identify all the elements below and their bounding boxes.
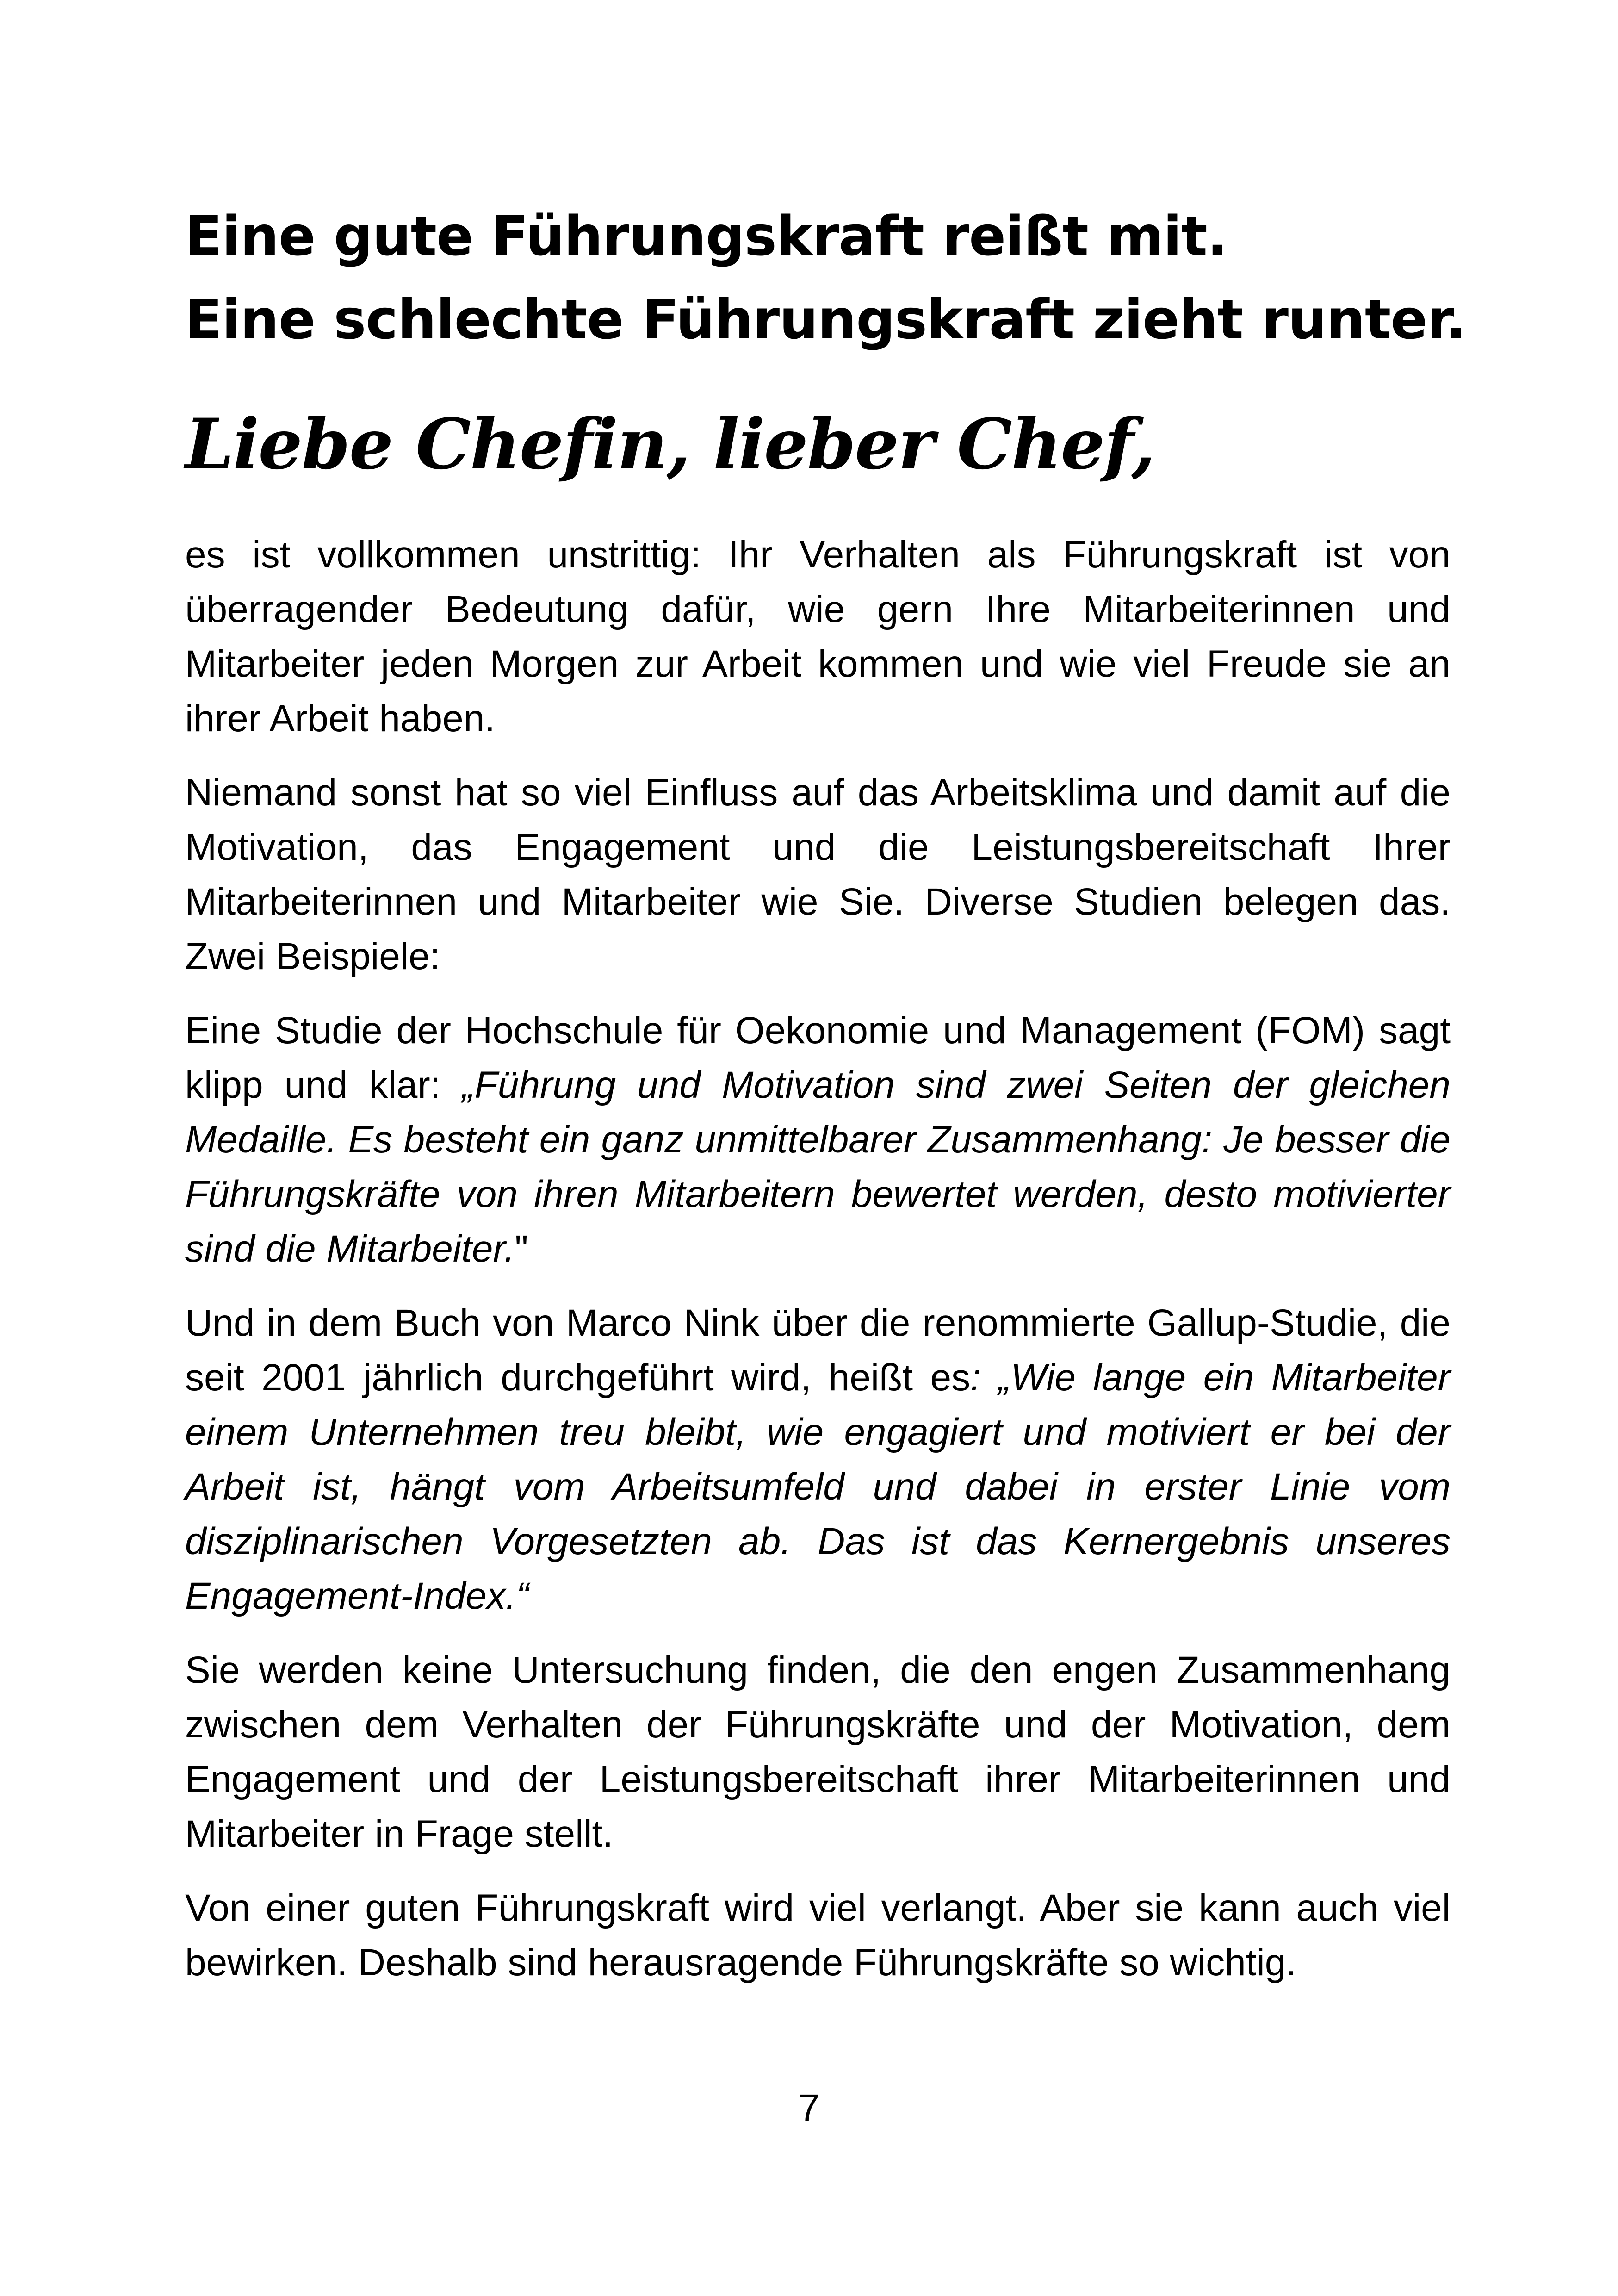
paragraph-1: es ist vollkommen unstrittig: Ihr Verhalten als Führungskraft ist von überragender Bedeutung dafür, wie gern Ihre Mitarbeiterinnen und Mitarbeiter jeden Morgen zur Arbeit kommen und wie viel Freude sie an ihrer Arbeit haben. [185,534,1451,740]
paragraph-3 [185,1003,1451,1276]
headline [185,194,1466,361]
paragraph-2: Niemand sonst hat so viel Einfluss auf das Arbeitsklima und damit auf die Motivation, das Engagement und die Leistungsbereitschaft Ihrer Mitarbeiterinnen und Mitarbeiter wie Sie. Diverse Studien belegen das. Zwei Beispiele: [185,772,1451,977]
fom-quote-close: " [515,1228,528,1270]
headline-line-2: Eine schlechte Führungskraft zieht runter. [185,287,1466,351]
paragraph-4-intro: Und in dem Buch von Marco Nink über die renommierte Gallup-Studie, die seit 2001 jährlich durchgeführt wird, heißt es [185,1302,1451,1399]
paragraph-3-intro: Eine Studie der Hochschule für Oekonomie und Management (FOM) sagt klipp und klar: [185,1009,1451,1106]
paragraph-5: Sie werden keine Untersuchung finden, die den engen Zusammenhang zwischen dem Verhalten der Führungskräfte und der Motivation, dem Engagement und der Leistungsbereitschaft ihrer Mitarbeiterinnen und Mitarbeiter in Frage stellt. [185,1649,1451,1855]
gallup-quote: : „Wie lange ein Mitarbeiter einem Unternehmen treu bleibt, wie engagiert und motiviert er bei der Arbeit ist, hängt vom Arbeitsumfeld und dabei in erster Linie vom disziplinarischen Vorgesetzten ab. Das ist das Kernergebnis unseres Engagement-Index.“ [185,1356,1451,1617]
body-text [185,528,1451,2010]
paragraph-6: Von einer guten Führungskraft wird viel verlangt. Aber sie kann auch viel bewirken. Deshalb sind herausragende Führungskräfte so wichtig. [185,1887,1451,1984]
headline-line-1: Eine gute Führungskraft reißt mit. [185,204,1227,268]
page-number: 7 [798,2087,820,2129]
fom-quote: „Führung und Motivation sind zwei Seiten der gleichen Medaille. Es besteht ein ganz unmittelbarer Zusammenhang: Je besser die Führungskräfte von ihren Mitarbeitern bewertet werden, desto motivierter sind die Mitarbeiter. [185,1064,1451,1270]
paragraph-4 [185,1296,1451,1624]
handwritten-salutation: Liebe Chefin, lieber Chef, [185,404,1155,485]
